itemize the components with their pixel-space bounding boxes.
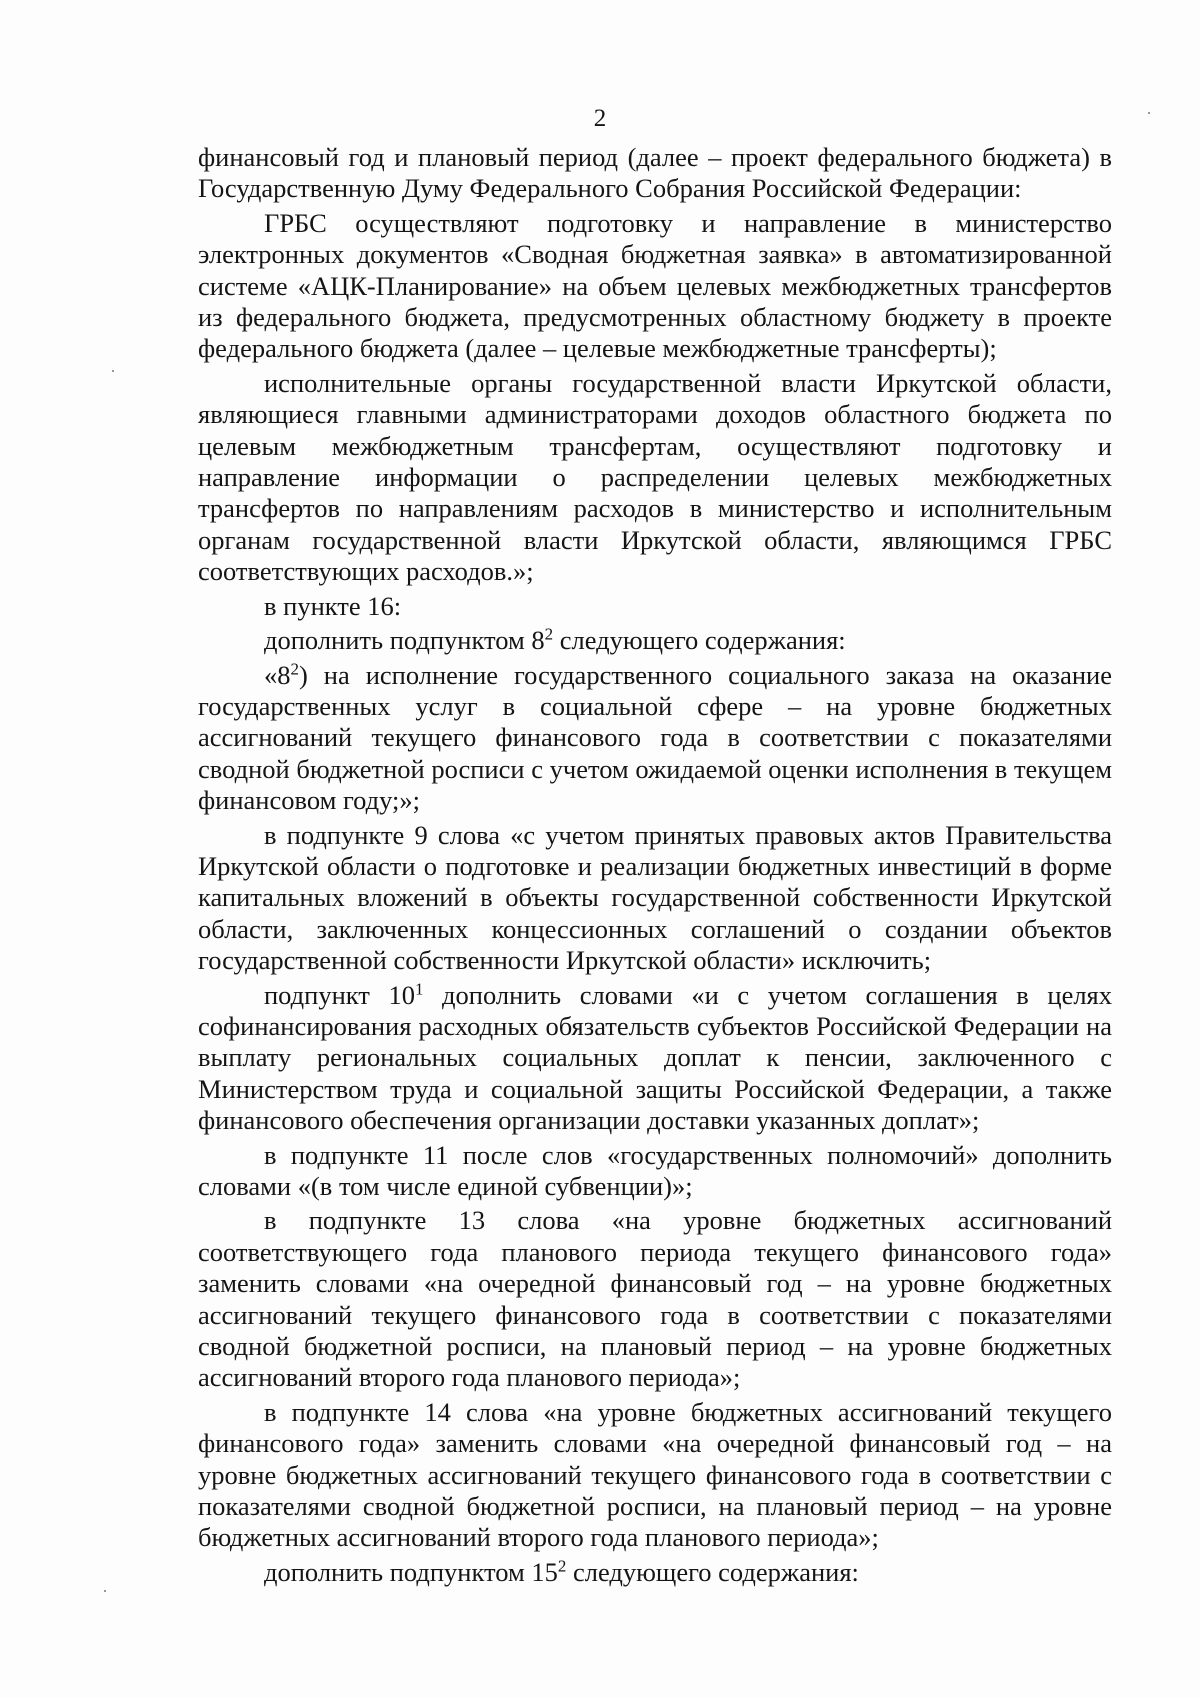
document-body xyxy=(198,142,1112,1588)
scan-speck xyxy=(1148,112,1150,114)
paragraph-text: в подпункте 14 слова «на уровне бюджетных ассигнований текущего финансового года» заменить словами «на очередной финансовый год – на уровне бюджетных ассигнований текущего финансового года в соответствии с показателями сводной бюджетной росписи, на плановый период – на уровне бюджетных ассигнований второго года планового периода»; xyxy=(198,1396,1112,1553)
paragraph-text: подпункт 10 xyxy=(264,979,415,1010)
paragraph-text: следующего содержания: xyxy=(566,1556,859,1587)
paragraph-executive-bodies xyxy=(198,368,1112,588)
paragraph-text: в подпункте 11 после слов «государственных полномочий» дополнить словами «(в том числе единой субвенции)»; xyxy=(198,1139,1112,1201)
paragraph-continuation xyxy=(198,142,1112,205)
paragraph-subpoint-14 xyxy=(198,1397,1112,1554)
paragraph-text: в подпункте 9 слова «с учетом принятых правовых актов Правительства Иркутской области о подготовке и реализации бюджетных инвестиций в форме капитальных вложений в объекты государственной собственности Иркутской области, заключенных концессионных соглашений о создании объектов государственной собственности Иркутской области» исключить; xyxy=(198,819,1112,976)
scan-speck xyxy=(104,1590,106,1592)
paragraph-subpoint-11 xyxy=(198,1140,1112,1203)
paragraph-point-16 xyxy=(198,591,1112,622)
superscript: 2 xyxy=(557,1556,567,1576)
paragraph-text: ) на исполнение государственного социального заказа на оказание государственных услуг в социальной сфере – на уровне бюджетных ассигнований текущего финансового года в соответствии с показателями сводной бюджетной росписи с учетом ожидаемой оценки исполнения в текущем финансовом году;»; xyxy=(198,659,1112,816)
paragraph-text: дополнить подпунктом 15 xyxy=(264,1556,558,1587)
superscript: 2 xyxy=(290,659,299,679)
paragraph-text: в подпункте 13 слова «на уровне бюджетных ассигнований соответствующего года планового периода текущего финансового года» заменить словами «на очередной финансовый год – на уровне бюджетных ассигнований текущего финансового года в соответствии с показателями сводной бюджетной росписи, на плановый период – на уровне бюджетных ассигнований второго года планового периода»; xyxy=(198,1205,1112,1393)
paragraph-subpoint-10-1 xyxy=(198,980,1112,1137)
paragraph-text: дополнить словами «и с учетом соглашения в целях софинансирования расходных обязательств субъектов Российской Федерации на выплату региональных социальных доплат к пенсии, заключенного с Министерством труда и социальной защиты Российской Федерации, а также финансового обеспечения организации доставки указанных доплат»; xyxy=(198,979,1112,1136)
paragraph-text: дополнить подпунктом 8 xyxy=(264,625,545,656)
paragraph-add-subpoint-15-2 xyxy=(198,1557,1112,1588)
paragraph-subpoint-13 xyxy=(198,1205,1112,1393)
paragraph-text: следующего содержания: xyxy=(553,625,846,656)
scan-speck xyxy=(112,370,114,372)
paragraph-grbs xyxy=(198,208,1112,365)
superscript: 2 xyxy=(544,624,554,644)
paragraph-add-subpoint-8-2 xyxy=(198,625,1112,656)
superscript: 1 xyxy=(414,979,424,999)
paragraph-text: ГРБС осуществляют подготовку и направление в министерство электронных документов «Сводная бюджетная заявка» в автоматизированной системе «АЦК-Планирование» на объем целевых межбюджетных трансфертов из федерального бюджета, предусмотренных областному бюджету в проекте федерального бюджета (далее – целевые межбюджетные трансферты); xyxy=(198,207,1112,364)
paragraph-subpoint-8-2-text xyxy=(198,660,1112,817)
paragraph-text: в пункте 16: xyxy=(264,590,402,621)
page-number: 2 xyxy=(593,105,607,132)
paragraph-text: «8 xyxy=(264,659,291,690)
paragraph-text: финансовый год и плановый период (далее – проект федерального бюджета) в Государственную Думу Федерального Собрания Российской Федерации: xyxy=(198,142,1112,204)
paragraph-text: исполнительные органы государственной власти Иркутской области, являющиеся главными администраторами доходов областного бюджета по целевым межбюджетным трансфертам, осуществляют подготовку и направление информации о распределении целевых межбюджетных трансфертов по направлениям расходов в министерство и исполнительным органам государственной власти Иркутской области, являющимся ГРБС соответствующих расходов.»; xyxy=(198,367,1112,587)
paragraph-subpoint-9 xyxy=(198,820,1112,977)
